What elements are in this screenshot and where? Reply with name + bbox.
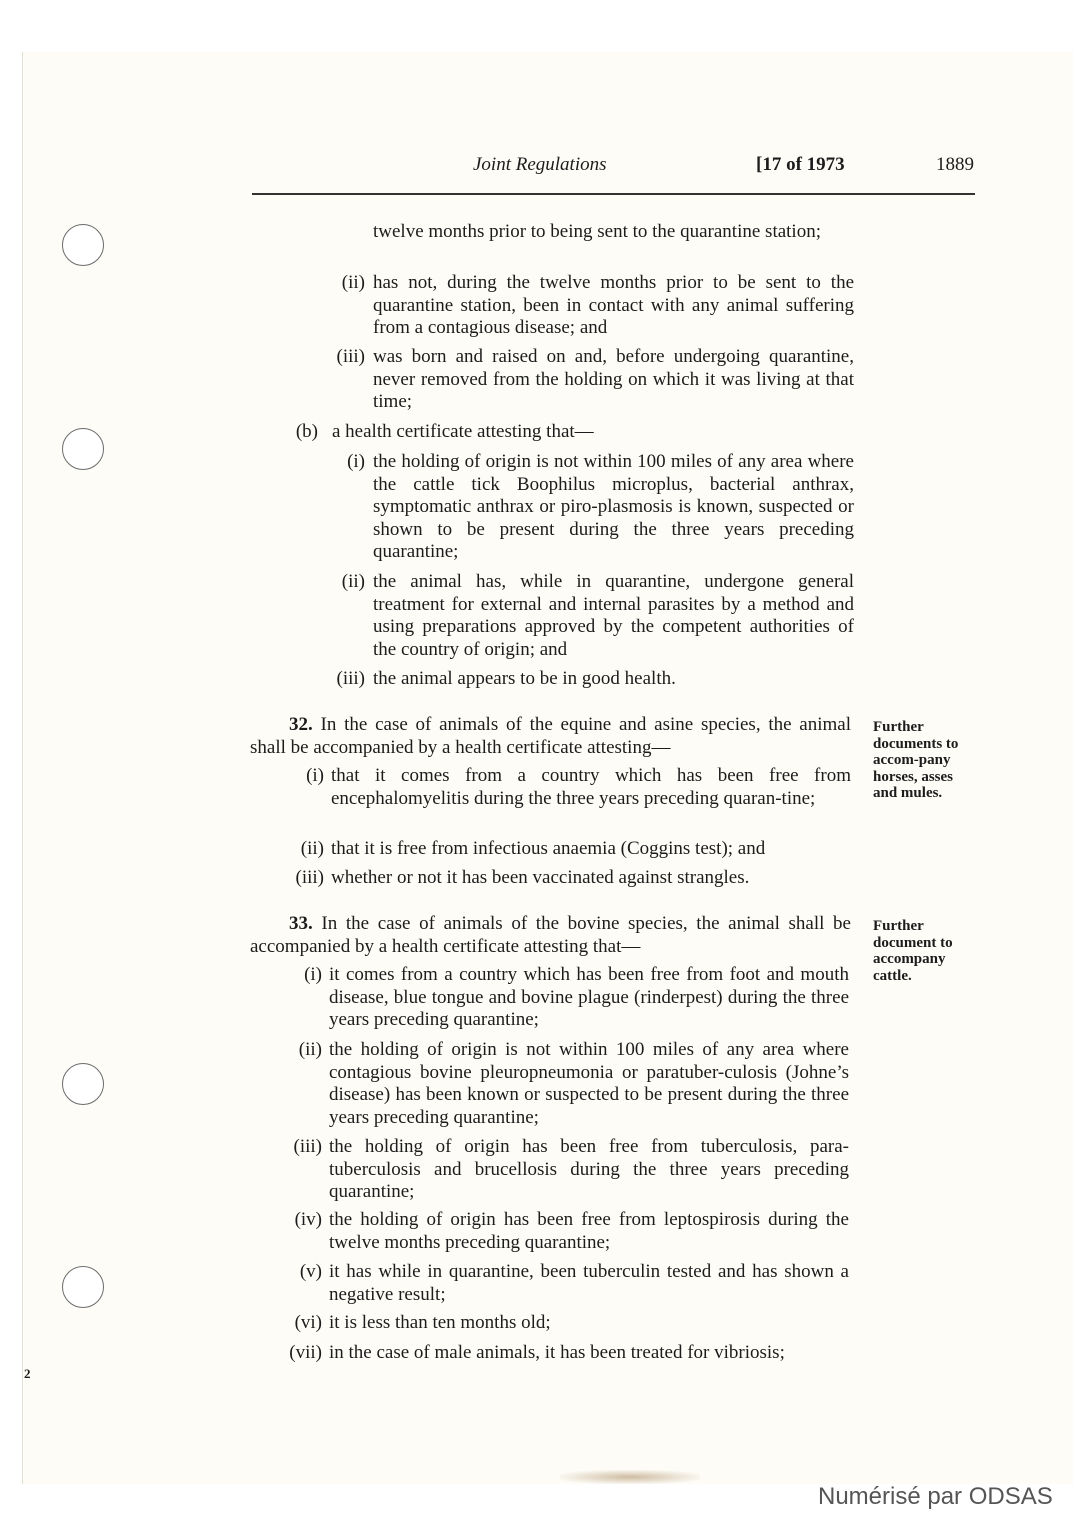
item-label: (iv) — [294, 1209, 322, 1230]
item-text: it is less than ten months old; — [329, 1312, 551, 1333]
clause-label: (ii) — [341, 571, 365, 592]
continued-clause-text: twelve months prior to being sent to the quarantine station; — [373, 221, 821, 242]
section-text: In the case of animals of the bovine species, the animal shall be accompanied by a health certificate attesting that— — [250, 913, 851, 957]
clause-label: (iii) — [336, 668, 365, 689]
paragraph-label: (b) — [295, 421, 318, 442]
item-label: (i) — [306, 765, 324, 786]
paper-stain — [560, 1470, 700, 1484]
clause-text: has not, during the twelve months prior to be sent to the quarantine station, been in contact with any animal suffering from a contagious disease; and — [373, 272, 854, 338]
item-label: (vii) — [289, 1342, 322, 1363]
item-label: (i) — [304, 964, 322, 985]
section-number: 32. — [289, 714, 313, 735]
running-header-title: Joint Regulations — [473, 154, 607, 175]
item-text: the holding of origin has been free from tuberculosis, para-tuberculosis and brucellosis during the three years preceding quarantine; — [329, 1136, 849, 1202]
item-label: (iii) — [293, 1136, 322, 1157]
side-note: Further documents to accom-pany horses, asses and mules. — [873, 719, 959, 801]
item-label: (v) — [299, 1261, 322, 1282]
clause-label: (iii) — [336, 346, 365, 367]
side-note: Further document to accompany cattle. — [873, 918, 953, 984]
item-label: (vi) — [294, 1312, 322, 1333]
running-header-act: [17 of 1973 — [756, 154, 845, 175]
item-label: (ii) — [300, 838, 324, 859]
digitization-watermark: Numérisé par ODSAS — [818, 1483, 1053, 1510]
clause-text: the animal appears to be in good health. — [373, 668, 676, 689]
clause-text: the holding of origin is not within 100 miles of any area where the cattle tick Boophilus microplus, bacterial anthrax, symptomatic anthrax or piro-plasmosis is known, suspected or shown to be present during the three years preceding quarantine; — [373, 451, 854, 562]
item-text: the holding of origin has been free from leptospirosis during the twelve months preceding quarantine; — [329, 1209, 849, 1253]
clause-text: was born and raised on and, before undergoing quarantine, never removed from the holding on which it was living at that time; — [373, 346, 854, 412]
section-32 — [250, 714, 851, 759]
punch-hole — [62, 428, 104, 470]
punch-hole — [62, 224, 104, 266]
item-text: that it comes from a country which has been free from encephalomyelitis during the three years preceding quaran-tine; — [331, 765, 851, 809]
clause-label: (i) — [347, 451, 365, 472]
item-text: the holding of origin is not within 100 miles of any area where contagious bovine pleuropneumonia or paratuber-culosis (Johne’s disease) has been known or suspected to be present during the three years preceding quarantine; — [329, 1039, 849, 1128]
punch-hole — [62, 1266, 104, 1308]
header-rule — [252, 193, 975, 195]
item-text: whether or not it has been vaccinated against strangles. — [331, 867, 750, 888]
margin-mark: 2 — [24, 1366, 31, 1381]
section-number: 33. — [289, 913, 313, 934]
paragraph-text: a health certificate attesting that— — [332, 421, 594, 442]
clause-text: the animal has, while in quarantine, undergone general treatment for external and internal parasites by a method and using preparations approved by the competent authorities of the country of origin; and — [373, 571, 854, 660]
clause-label: (ii) — [341, 272, 365, 293]
page-number: 1889 — [936, 154, 974, 175]
item-text: it comes from a country which has been free from foot and mouth disease, blue tongue and bovine plague (rinderpest) during the three years preceding quarantine; — [329, 964, 849, 1030]
item-label: (ii) — [298, 1039, 322, 1060]
item-text: in the case of male animals, it has been treated for vibriosis; — [329, 1342, 785, 1363]
item-text: it has while in quarantine, been tuberculin tested and has shown a negative result; — [329, 1261, 849, 1305]
section-text: In the case of animals of the equine and asine species, the animal shall be accompanied by a health certificate attesting— — [250, 714, 852, 758]
item-label: (iii) — [295, 867, 324, 888]
item-text: that it is free from infectious anaemia (Coggins test); and — [331, 838, 766, 859]
section-33 — [250, 913, 851, 958]
punch-hole — [62, 1063, 104, 1105]
